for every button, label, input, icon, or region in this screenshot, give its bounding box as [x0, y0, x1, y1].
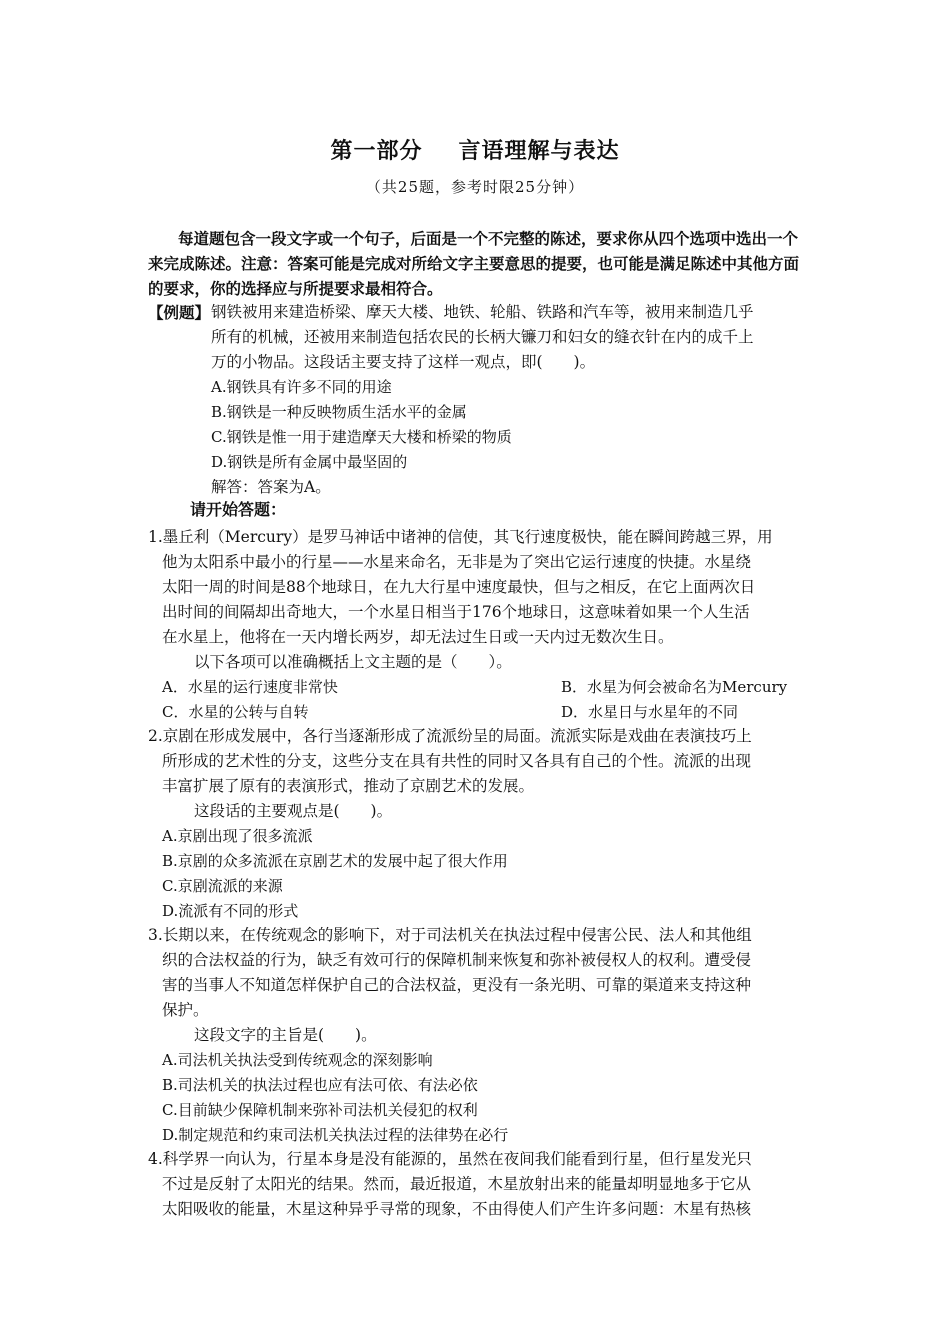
instructions: 每道题包含一段文字或一个句子，后面是一个不完整的陈述，要求你从四个选项中选出一个来完成陈述。注意：答案可能是完成对所给文字主要意思的提要，也可能是满足陈述中其他方面的要求，你的选择应与所提要求最相符合。: [148, 229, 800, 298]
q3-line: 3.长期以来，在传统观念的影响下，对于司法机关在执法过程中侵害公民、法人和其他组: [148, 926, 752, 944]
q3-line: 害的当事人不知道怎样保护自己的合法权益，更没有一条光明、可靠的渠道来支持这种: [162, 976, 752, 994]
example-option-b: B.钢铁是一种反映物质生活水平的金属: [211, 403, 467, 421]
q1-option-c: C．水星的公转与自转: [162, 703, 309, 721]
q2-line: 丰富扩展了原有的表演形式，推动了京剧艺术的发展。: [162, 777, 535, 795]
q3-option-d: D.制定规范和约束司法机关执法过程的法律势在必行: [162, 1126, 509, 1144]
start-label: 请开始答题：: [190, 500, 287, 519]
q1-line: 出时间的间隔却出奇地大，一个水星日相当于176个地球日，这意味着如果一个人生活: [162, 603, 750, 621]
example-line: 钢铁被用来建造桥梁、摩天大楼、地铁、轮船、铁路和汽车等，被用来制造几乎: [211, 303, 754, 321]
title-name: 言语理解与表达: [458, 138, 620, 164]
example-option-d: D.钢铁是所有金属中最坚固的: [211, 453, 408, 471]
q1-question: 以下各项可以准确概括上文主题的是（ ）。: [194, 653, 512, 671]
q3-option-c: C.目前缺少保障机制来弥补司法机关侵犯的权利: [162, 1101, 478, 1119]
q1-line: 他为太阳系中最小的行星——水星来命名，无非是为了突出它运行速度的快捷。水星绕: [162, 553, 752, 571]
q3-question: 这段文字的主旨是( )。: [194, 1026, 377, 1044]
example-answer: 解答：答案为A。: [211, 478, 331, 496]
q2-option-d: D.流派有不同的形式: [162, 902, 299, 920]
section-subtitle: （共25题，参考时限25分钟）: [365, 178, 585, 196]
q3-option-b: B.司法机关的执法过程也应有法可依、有法必依: [162, 1076, 478, 1094]
q4-line: 4.科学界一向认为，行星本身是没有能源的，虽然在夜间我们能看到行星，但行星发光只: [148, 1150, 752, 1168]
q1-line: 在水星上，他将在一天内增长两岁，却无法过生日或一天内过无数次生日。: [162, 628, 674, 646]
q2-line: 2.京剧在形成发展中，各行当逐渐形成了流派纷呈的局面。流派实际是戏曲在表演技巧上: [148, 727, 752, 745]
example-option-c: C.钢铁是惟一用于建造摩天大楼和桥梁的物质: [211, 428, 512, 446]
example-line: 万的小物品。这段话主要支持了这样一观点，即( )。: [211, 353, 596, 371]
q4-line: 太阳吸收的能量，木星这种异乎寻常的现象，不由得使人们产生许多问题：木星有热核: [162, 1200, 752, 1218]
example-option-a: A.钢铁具有许多不同的用途: [211, 378, 392, 396]
example-label: 【例题】: [148, 303, 211, 322]
q2-option-a: A.京剧出现了很多流派: [162, 827, 313, 845]
q3-line: 织的合法权益的行为，缺乏有效可行的保障机制来恢复和弥补被侵权人的权利。遭受侵: [162, 951, 752, 969]
q1-line: 1.墨丘利（Mercury）是罗马神话中诸神的信使，其飞行速度极快，能在瞬间跨越三界，用: [148, 528, 773, 546]
q2-question: 这段话的主要观点是( )。: [194, 802, 393, 820]
q4-line: 不过是反射了太阳光的结果。然而，最近报道，木星放射出来的能量却明显地多于它从: [162, 1175, 752, 1193]
section-title: [0, 134, 950, 165]
q3-option-a: A.司法机关执法受到传统观念的深刻影响: [162, 1051, 433, 1069]
q1-option-b: B．水星为何会被命名为Mercury: [561, 678, 788, 696]
q1-option-a: A．水星的运行速度非常快: [162, 678, 338, 696]
q1-option-d: D．水星日与水星年的不同: [561, 703, 739, 721]
q2-option-c: C.京剧流派的来源: [162, 877, 283, 895]
title-part: 第一部分: [330, 138, 423, 164]
q2-option-b: B.京剧的众多流派在京剧艺术的发展中起了很大作用: [162, 852, 508, 870]
q3-line: 保护。: [162, 1001, 209, 1019]
example-line: 所有的机械，还被用来制造包括农民的长柄大镰刀和妇女的缝衣针在内的成千上: [211, 328, 754, 346]
q1-line: 太阳一周的时间是88个地球日，在九大行星中速度最快，但与之相反，在它上面两次日: [162, 578, 756, 596]
q2-line: 所形成的艺术性的分支，这些分支在具有共性的同时又各具有自己的个性。流派的出现: [162, 752, 752, 770]
